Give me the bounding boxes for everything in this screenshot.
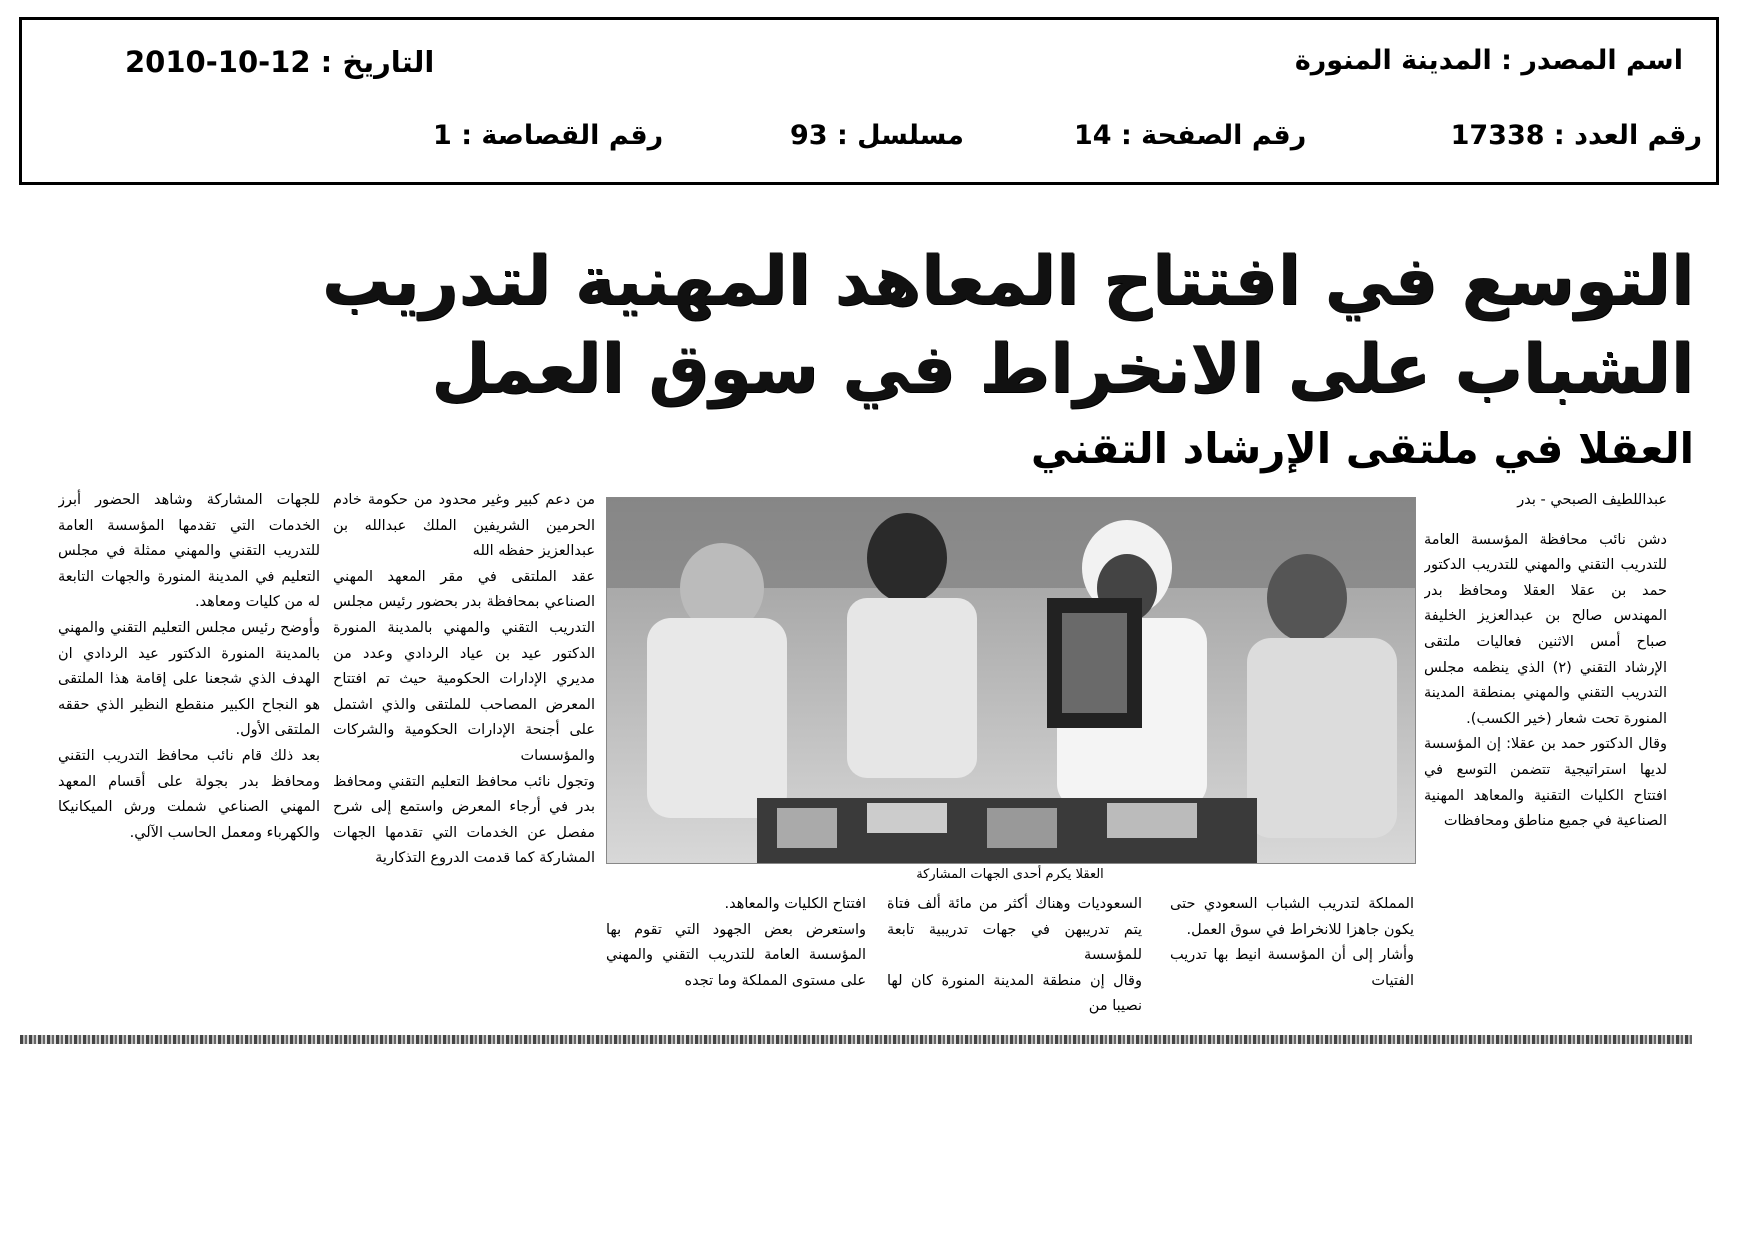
issue-number: رقم العدد : 17338 xyxy=(1450,120,1702,151)
clipping-header-box xyxy=(19,17,1719,185)
paragraph: دشن نائب محافظة المؤسسة العامة للتدريب التقني والمهني للتدريب الدكتور حمد بن عقلا العقلا ومحافظ بدر المهندس صالح بن عبدالعزيز الخليفة صباح أمس الاثنين فعاليات ملتقى الإرشاد التقني (٢) الذي ينظمه مجلس التدريب التقني والمهني بمنطقة المدينة المنورة تحت شعار (خير الكسب). xyxy=(1424,531,1667,727)
paragraph: من دعم كبير وغير محدود من حكومة خادم الحرمين الشريفين الملك عبدالله بن عبدالعزيز حفظه الله xyxy=(333,492,595,560)
paragraph: وأوضح رئيس مجلس التعليم التقني والمهني بالمدينة المنورة الدكتور عيد الردادي ان الهدف الذي شجعنا على إقامة هذا الملتقى هو النجاح الكبير منقطع النظير الذي حققه الملتقى الأول. xyxy=(58,619,320,739)
source-name: اسم المصدر : المدينة المنورة xyxy=(1294,45,1683,76)
bottom-rule xyxy=(20,1035,1692,1044)
clipping-number: رقم القصاصة : 1 xyxy=(433,120,664,151)
paragraph: السعوديات وهناك أكثر من مائة ألف فتاة يتم تدريبهن في جهات تدريبية تابعة للمؤسسة xyxy=(887,896,1142,964)
photo-caption: العقلا يكرم أحدى الجهات المشاركة xyxy=(916,867,1104,882)
column-4 xyxy=(606,892,866,1032)
paragraph: وقال إن منطقة المدينة المنورة كان لها نصيبا من xyxy=(887,972,1142,1015)
paragraph: وتجول نائب محافظ التعليم التقني ومحافظ بدر في أرجاء المعرض واستمع إلى شرح مفصل عن الخدمات التي تقدمها الجهات المشاركة كما قدمت الدروع التذكارية xyxy=(333,773,595,867)
paragraph: بعد ذلك قام نائب محافظ التدريب التقني ومحافظ بدر بجولة على أقسام المعهد المهني الصناعي شملت ورش الميكانيكا والكهرباء ومعمل الحاسب الآلي. xyxy=(58,747,320,841)
headline-line-2: الشباب على الانخراط في سوق العمل xyxy=(431,330,1694,409)
paragraph: المملكة لتدريب الشباب السعودي حتى يكون جاهزا للانخراط في سوق العمل. xyxy=(1170,896,1414,938)
column-3 xyxy=(887,892,1142,1032)
clipping-date: التاريخ : 12-10-2010 xyxy=(125,45,435,79)
subheadline: العقلا في ملتقى الإرشاد التقني xyxy=(1030,424,1694,473)
column-1 xyxy=(1424,488,1667,1031)
serial-number: مسلسل : 93 xyxy=(790,120,964,151)
paragraph: للجهات المشاركة وشاهد الحضور أبرز الخدمات التي تقدمها المؤسسة العامة للتدريب التقني والمهني ممثلة في مجلس التعليم في المدينة المنورة والجهات التابعة له من كليات ومعاهد. xyxy=(58,492,320,611)
paragraph: افتتاح الكليات والمعاهد. xyxy=(724,896,866,912)
column-5 xyxy=(333,488,595,1031)
paragraph: وأشار إلى أن المؤسسة انيط بها تدريب الفتيات xyxy=(1170,947,1414,989)
paragraph: وقال الدكتور حمد بن عقلا: إن المؤسسة لديها استراتيجية تتضمن التوسع في افتتاح الكليات التقنية والمعاهد المهنية الصناعية في جميع مناطق ومحافظات xyxy=(1424,736,1667,830)
news-photo xyxy=(606,497,1416,864)
column-6 xyxy=(58,488,320,1031)
paragraph: عقد الملتقى في مقر المعهد المهني الصناعي بمحافظة بدر بحضور رئيس مجلس التدريب التقني والمهني بالمدينة المنورة الدكتور عيد بن عياد الردادي وعدد من مديري الإدارات الحكومية حيث تم افتتاح المعرض المصاحب للملتقى والذي اشتمل على أجنحة الإدارات الحكومية والشركات والمؤسسات xyxy=(333,568,595,764)
byline: عبداللطيف الصبحي - بدر xyxy=(1517,492,1667,508)
column-2 xyxy=(1170,892,1414,1032)
page-number: رقم الصفحة : 14 xyxy=(1074,120,1307,151)
paragraph: واستعرض بعض الجهود التي تقوم بها المؤسسة العامة للتدريب التقني والمهني على مستوى المملكة وما تجده xyxy=(606,921,866,989)
photo-illustration xyxy=(607,498,1415,863)
headline-line-1: التوسع في افتتاح المعاهد المهنية لتدريب xyxy=(321,242,1694,321)
